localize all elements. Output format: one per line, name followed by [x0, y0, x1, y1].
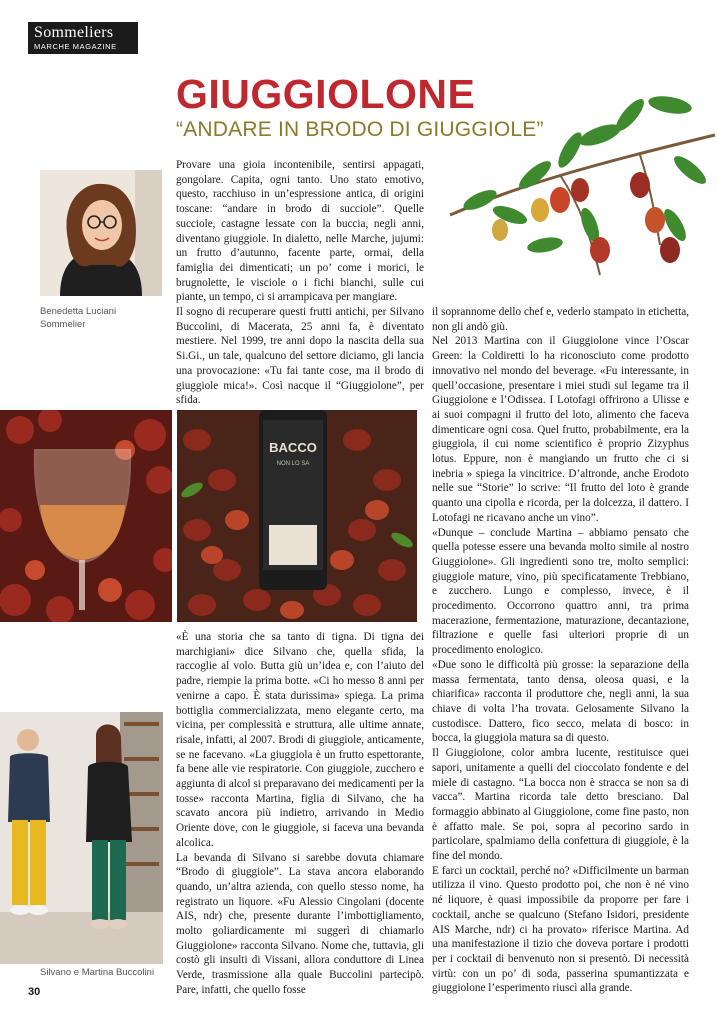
article-column-3	[432, 305, 689, 996]
paragraph: Provare una gioia incontenibile, sentirsi appagati, gongolare. Capita, ogni tanto. Uno stato emotivo, questo, racchiuso in un’espressione antica, di origini toscane: “andare in brodo di succiole”. Quelle succiole, castagne lessate con la buccia, negli anni, diventano giuggiole. In dialetto, nelle Marche, jujumi: un frutto d’autunno, facente parte, ormai, della famiglia dei dimenticati; un po’ come i morici, le brugnolette, le visciole o i fichi bianchi, sulle cui piante, un tempo, ci si arrampicava per mangiare.	[176, 159, 424, 304]
paragraph: «È una storia che sa tanto di tigna. Di tigna dei marchigiani» dice Silvano che, quella sfida, la raccoglie al volo. Butta giù un’idea e, con l’aiuto del padre, riempie la prima botte. «Ci ho messo 8 anni per venirne a capo. È stata durissima» spiega. La prima bottiglia commercializzata, meno elegante certo, ma vicina, per complessità e struttura, alle ultime annate, risale, infatti, al 2007. Brodi di giuggiole, anticamente, se ne facevano. «La giuggiola è un frutto espettorante, fa bene alle vie respiratorie. Con giuggiole, zucchero e aggiunta di alcol si preparavano dei medicamenti per la tosse» racconta Martina, figlia di Silvano, che ha scavato ancora più indietro, arrivando in Medio Oriente dove, con le giuggiole, si faceva una bevanda alcolica.	[176, 631, 424, 849]
author-portrait	[40, 170, 162, 296]
article-title: GIUGGIOLONE	[176, 71, 476, 117]
page-number: 30	[28, 986, 41, 998]
article-subtitle: “ANDARE IN BRODO DI GIUGGIOLE”	[176, 118, 544, 141]
author-caption	[40, 305, 116, 331]
paragraph: Nel 2013 Martina con il Giuggiolone vince l’Oscar Green: la Coldiretti lo ha riconosciuto come prodotto innovativo nel mondo del beverage. «Fu interessante, in quell’occasione, presentare i miei studi sul legame tra il Giuggiolone e l’Odissea. I Lotofagi offrirono a Ulisse e ai suoi compagni il frutto del loto, alimento che faceva dimenticare ogni cosa. Quel frutto, probabilmente, era la giuggiola, il cui nome scientifico è proprio Zizyphus lotus. Eppure, non è mangiando un frutto che ci si inebria » spiega la vincitrice. D’altronde, anche Erodoto nelle sue “Storie” lo scrive: “Il frutto del loto è grande quanto una cipolla e ricorda, per la dolcezza, il dattero. I Lotofagi ne ricavano anche un vino”.	[432, 335, 689, 524]
bottle-label-line1: BACCO	[269, 440, 317, 455]
jujube-branch-image	[440, 75, 717, 300]
article-column-1	[176, 158, 424, 408]
paragraph: E farci un cocktail, perché no? «Difficilmente un barman utilizza il vino. Questo prodotto poi, che non è né vino né liquore, è quasi impossibile da proporre per fare i cocktail, anche se qualcuno (Stefano Isidori, presidente AIS Marche, ndr) ci ha provato» riferisce Martina. Ad una manifestazione il tizio che doveva portare i prodotti per i cocktail di benvenuto non si presentò. Di necessità virtù: con un po’ di soda, passerina spumantizzata e giuggiolone l’esperimento riuscì alla grande.	[432, 864, 689, 995]
paragraph: La bevanda di Silvano si sarebbe dovuta chiamare “Brodo di giuggiole”. La stava ancora elaborando quando, un’altra azienda, con quello stesso nome, ha registrato un liquore. «Fu Alessio Cingolani (docente AIS, ndr) che, presente durante l’imbottigliamento, molto goliardicamente mi suggerì di chiamarlo Giuggiolone» racconta Silvano. Nome che, tuttavia, gli costò gli insulti di Vissani, allora conduttore di Linea Verde, trasmissione alla quale Buccolini partecipò. Pare, infatti, che quello fosse	[176, 851, 424, 996]
photo-caption: Silvano e Martina Buccolini	[40, 967, 155, 978]
author-name: Benedetta Luciani	[40, 306, 117, 317]
paragraph: «Dunque – conclude Martina – abbiamo pensato che quella potesse essere una bevanda molto simile al nostro Giuggiolone». Gli ingredienti sono tre, molto semplici: giuggiole mature, vino, più specificatamente Trebbiano, e zucchero. Lungo e complesso, invece, è il procedimento. Occorrono quattro anni, tra prima macerazione, fermentazione, maturazione, decantazione, filtrazione e quelle fasi ulteriori proprie di un procedimento enologico.	[432, 526, 689, 657]
paragraph: «Due sono le difficoltà più grosse: la separazione della massa fermentata, tanto densa, oleosa quasi, e la chiarifica» racconta il produttore che, negli anni, la sua chiave di volta l’ha trovata. Gelosamente Silvano la custodisce. Dattero, fico secco, melata di bosco: in bocca, la giuggiola matura sa di questo.	[432, 658, 689, 745]
silvano-martina-photo	[0, 712, 163, 964]
liqueur-glass-photo	[0, 410, 172, 622]
article-column-2	[176, 630, 424, 998]
masthead-brand: Sommeliers	[34, 24, 114, 41]
paragraph: Il sogno di recuperare questi frutti antichi, per Silvano Buccolini, di Macerata, 25 anni fa, è diventato mestiere. Nel 1999, tre anni dopo la nascita della sua Si.Gi., un tale, qualcuno del settore diciamo, gli lancia una provocazione: «Tu fai tante cose, ma il brodo di giuggiole mica!». Così nacque il “Giuggiolone”, per sfida.	[176, 306, 424, 407]
paragraph: Il Giuggiolone, color ambra lucente, restituisce quei sapori, unitamente a quelli del cioccolato fondente e del miele di castagno. “La bocca non è stracca se non sa di vacca”. Martina ricorda tale detto bresciano. Dal formaggio abbinato al Giuggiolone, come fine pasto, non è affatto male. Se poi, sopra al pecorino sardo in particolare, spalmiamo della confettura di giuggiole, è la fine del mondo.	[432, 747, 689, 863]
paragraph: il soprannome dello chef e, vederlo stampato in etichetta, non gli andò giù.	[432, 306, 689, 333]
magazine-masthead	[28, 22, 138, 54]
masthead-subtitle: MARCHE MAGAZINE	[34, 42, 117, 51]
bottle-label-line2: NON LO SA	[276, 461, 310, 467]
author-role: Sommelier	[40, 319, 86, 330]
bottle-and-jujubes-photo	[177, 410, 417, 622]
